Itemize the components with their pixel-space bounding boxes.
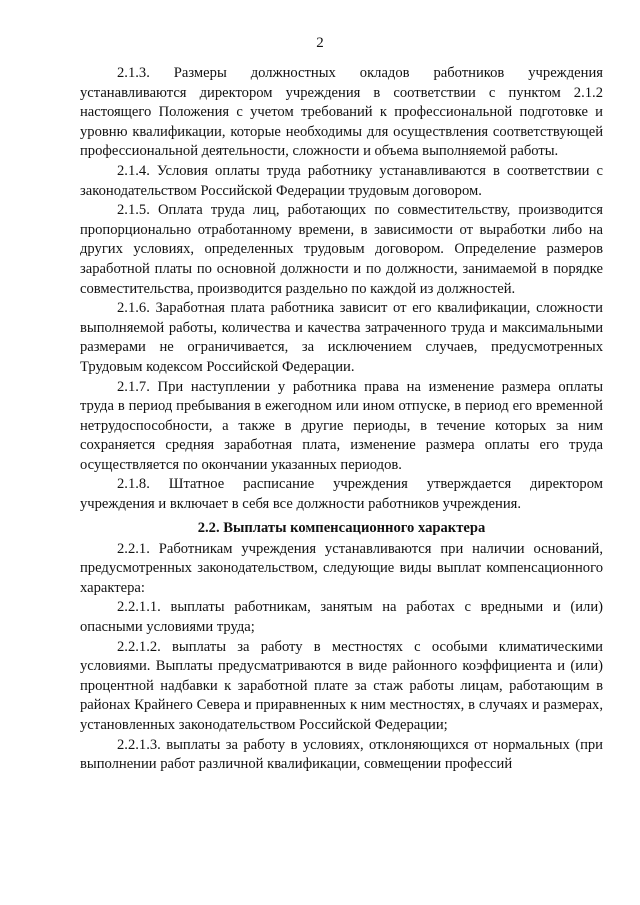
paragraph-2-2-1-3: 2.2.1.3. выплаты за работу в условиях, отклоняющихся от нормальных (при выполнении работ различной квалификации, совмещении профессий [80,736,603,773]
paragraph-2-2-1: 2.2.1. Работникам учреждения устанавливаются при наличии оснований, предусмотренных законодательством, следующие виды выплат компенсационного характера: [80,540,603,596]
paragraph-2-1-6: 2.1.6. Заработная плата работника зависит от его квалификации, сложности выполняемой работы, количества и качества затраченного труда и максимальными размерами не ограничивается, за исключением случаев, предусмотренных Трудовым кодексом Российской Федерации. [80,300,603,375]
page-number: 2 [316,35,324,51]
document-body [80,64,603,775]
paragraph-2-1-8: 2.1.8. Штатное расписание учреждения утверждается директором учреждения и включает в себя все должности работников учреждения. [80,476,603,513]
section-heading: 2.2. Выплаты компенсационного характера [197,519,486,536]
paragraph-2-2-1-1: 2.2.1.1. выплаты работникам, занятым на работах с вредными и (или) опасными условиями труда; [80,599,603,636]
paragraph-2-1-5: 2.1.5. Оплата труда лиц, работающих по совместительству, производится пропорционально отработанному времени, в зависимости от выработки либо на других условиях, определенных трудовым договором. Определение размеров заработной платы по основной должности и по должности, занимаемой в порядке совместительства, производится раздельно по каждой из должностей. [80,202,603,297]
paragraph-2-1-3: 2.1.3. Размеры должностных окладов работников учреждения устанавливаются директором учреждения в соответствии с пунктом 2.1.2 настоящего Положения с учетом требований к профессиональной подготовке и уровню квалификации, которые необходимы для осуществления соответствующей профессиональной деятельности, сложности и объема выполняемой работы. [80,65,603,160]
paragraph-2-2-1-2: 2.2.1.2. выплаты за работу в местностях с особыми климатическими условиями. Выплаты предусматриваются в виде районного коэффициента и (или) процентной надбавки к заработной плате за стаж работы лицам, работающим в районах Крайнего Севера и приравненных к ним местностях, в случаях и размерах, установленных законодательством Российской Федерации; [80,638,603,733]
paragraph-2-1-7: 2.1.7. При наступлении у работника права на изменение размера оплаты труда в период пребывания в ежегодном или ином отпуске, в период его временной нетрудоспособности, а также в другие периоды, в течение которых за ним сохраняется средняя заработная плата, изменение размера оплаты его труда осуществляется по окончании указанных периодов. [80,378,603,473]
paragraph-2-1-4: 2.1.4. Условия оплаты труда работнику устанавливаются в соответствии с законодательством Российской Федерации трудовым договором. [80,162,603,199]
